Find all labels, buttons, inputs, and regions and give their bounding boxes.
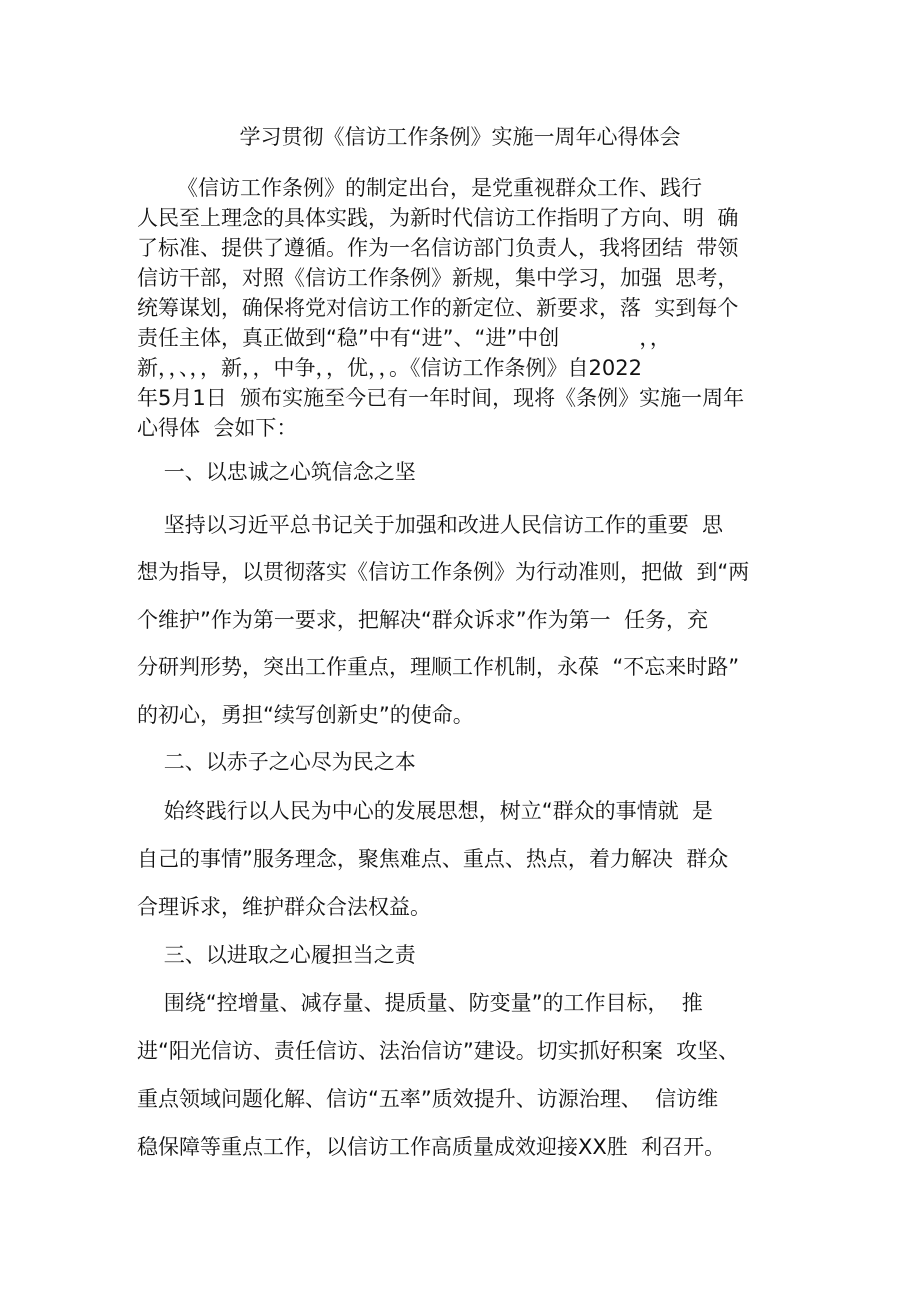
section-heading: 三、以进取之心履担当之责 xyxy=(137,943,416,967)
section-paragraph-line: 合理诉求，维护群众合法权益。 xyxy=(137,895,431,919)
intro-line: 了标准、提供了遵循。作为一名信访部门负责人，我将团结 带领 xyxy=(137,236,739,260)
intro-line: 年5月1日 颁布实施至今已有一年时间，现将《条例》实施一周年 xyxy=(137,386,745,410)
section-heading: 一、以忠诚之心筑信念之坚 xyxy=(137,460,416,484)
section-paragraph-line: 个维护”作为第一要求，把解决“群众诉求”作为第一 任务，充 xyxy=(137,608,708,632)
intro-line: 新，，、，，新，，中争，，优，，。《信访工作条例》自2022 xyxy=(137,356,642,380)
intro-line: 《信访工作条例》的制定出台，是党重视群众工作、践行 xyxy=(137,176,703,200)
intro-line: 信访干部，对照《信访工作条例》新规，集中学习，加强 思考， xyxy=(137,266,739,290)
intro-line: 人民至上理念的具体实践，为新时代信访工作指明了方向、明 确 xyxy=(137,206,739,230)
section-paragraph-line: 分研判形势，突出工作重点，理顺工作机制，永葆 “不忘来时路” xyxy=(137,655,740,679)
section-paragraph-line: 进“阳光信访、责任信访、法治信访”建设。切实抓好积案 攻坚、 xyxy=(137,1039,740,1063)
section-heading: 二、以赤子之心尽为民之本 xyxy=(137,750,416,774)
section-paragraph-line: 始终践行以人民为中心的发展思想，树立“群众的事情就 是 xyxy=(137,799,713,823)
intro-line: 责任主体，真正做到“稳”中有“进”、“进”中创 ，， xyxy=(137,326,671,350)
section-paragraph-line: 稳保障等重点工作，以信访工作高质量成效迎接XX胜 利召开。 xyxy=(137,1135,726,1159)
document-title: 学习贯彻《信访工作条例》实施一周年心得体会 xyxy=(239,125,681,149)
section-paragraph-line: 坚持以习近平总书记关于加强和改进人民信访工作的重要 思 xyxy=(137,513,724,537)
section-paragraph-line: 重点领域问题化解、信访“五率”质效提升、访源治理、 信访维 xyxy=(137,1087,719,1111)
intro-line: 统筹谋划，确保将党对信访工作的新定位、新要求，落 实到每个 xyxy=(137,296,739,320)
section-paragraph-line: 自己的事情”服务理念，聚焦难点、重点、热点，着力解决 群众 xyxy=(137,847,729,871)
section-paragraph-line: 想为指导，以贯彻落实《信访工作条例》为行动准则，把做 到“两 xyxy=(137,560,750,584)
section-paragraph-line: 的初心，勇担“续写创新史”的使命。 xyxy=(137,703,474,727)
section-paragraph-line: 围绕“控增量、减存量、提质量、防变量”的工作目标， 推 xyxy=(137,991,703,1015)
intro-line: 心得体 会如下： xyxy=(137,416,298,440)
